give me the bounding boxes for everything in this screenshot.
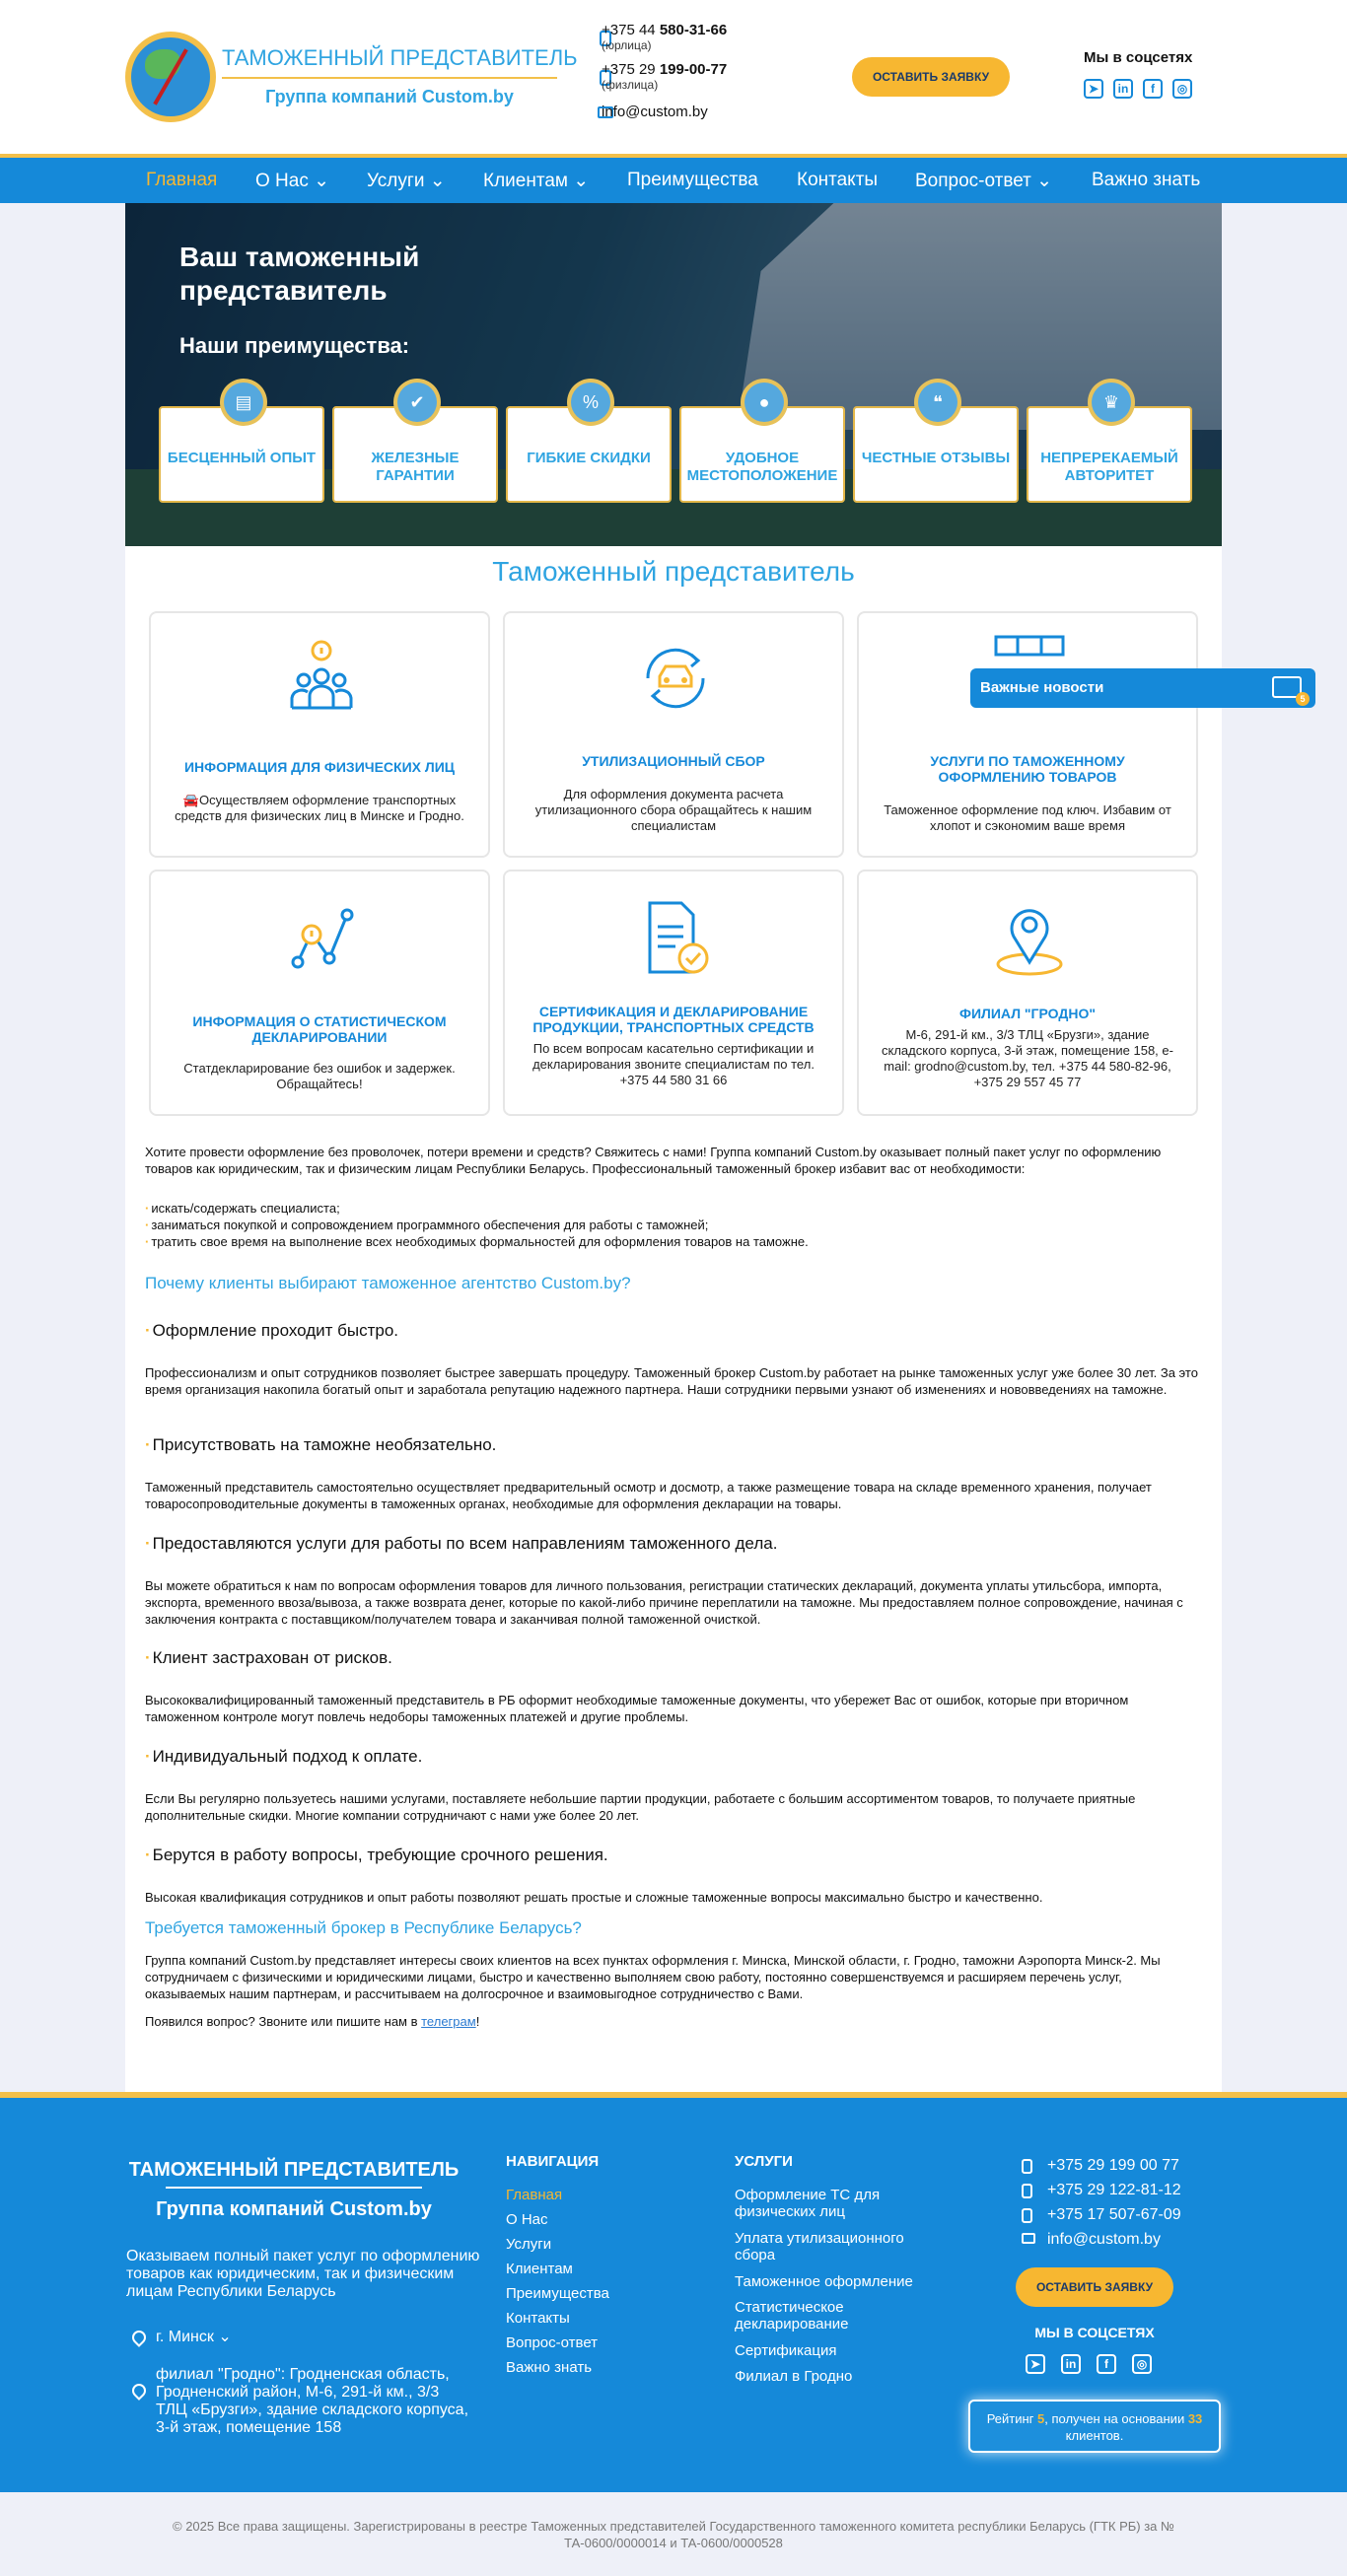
rating-text: , получен на основании [1044,2411,1188,2426]
linkedin-icon[interactable]: in [1113,79,1133,99]
location-icon: ● [744,383,784,422]
nav-item-services[interactable]: Услуги ⌄ [367,171,446,191]
service-card[interactable] [503,611,844,858]
phone-individual[interactable] [602,61,727,92]
service-card[interactable] [857,611,1198,858]
benefit-heading: · Клиент застрахован от рисков. [145,1648,392,1668]
phone-number: 580-31-66 [659,22,728,38]
footer-phone[interactable]: +375 17 507-67-09 [1047,2206,1181,2223]
news-count-badge: 5 [1296,692,1310,706]
footer-services-title: УСЛУГИ [735,2153,793,2170]
benefit-paragraph: Высокая квалификация сотрудников и опыт работы позволяют решать простые и сложные таможенные вопросы максимально быстро и качественно. [145,1890,1043,1905]
location-icon [129,2328,149,2347]
phone-icon [1022,2184,1032,2198]
card-title: ИНФОРМАЦИЯ О СТАТИСТИЧЕСКОМ ДЕКЛАРИРОВАНИИ [192,1013,447,1045]
card-title: УСЛУГИ ПО ТАМОЖЕННОМУ ОФОРМЛЕНИЮ ТОВАРОВ [930,753,1125,785]
card-text: Статдекларирование без ошибок и задержек. Обращайтесь! [183,1061,456,1091]
mail-icon [1022,2233,1035,2244]
rating-text: Рейтинг [986,2411,1038,2426]
footer-service-link[interactable]: Филиал в Гродно [735,2368,853,2385]
hero-subtitle: Наши преимущества: [179,333,410,358]
site-header [0,0,1347,154]
map-pin-icon [990,899,1069,978]
footer-nav-title: НАВИГАЦИЯ [506,2153,600,2170]
footer-service-link[interactable]: Статистическое декларирование [735,2299,849,2332]
header-email[interactable]: info@custom.by [602,104,708,120]
logo[interactable] [125,32,216,122]
nav-item-home[interactable]: Главная [146,170,218,190]
footer-service-link[interactable]: Сертификация [735,2342,837,2359]
document-icon: ▤ [224,383,263,422]
why-heading: Почему клиенты выбирают таможенное агентство Custom.by? [145,1274,631,1292]
advantage-card[interactable] [506,392,672,503]
advantage-card[interactable] [679,392,845,503]
social-links [1084,79,1192,99]
advantage-card[interactable] [853,392,1019,503]
card-title: СЕРТИФИКАЦИЯ И ДЕКЛАРИРОВАНИЕ ПРОДУКЦИИ, ТРАНСПОРТНЫХ СРЕДСТВ [532,1004,815,1035]
hero-banner [125,203,1222,546]
section-title: Таможенный представитель [492,556,855,587]
footer-address: филиал "Гродно": Гродненская область, Гродненский район, М-6, 291-й км., 3/3 ТЛЦ «Брузги», здание складского корпуса, 3-й этаж, помещение 158 [156,2366,469,2436]
service-card[interactable] [503,870,844,1116]
broker-heading: Требуется таможенный брокер в Республике Беларусь? [145,1918,582,1937]
benefit-heading: · Предоставляются услуги для работы по всем направлениям таможенного дела. [145,1534,777,1554]
brand-subtitle: Группа компаний Custom.by [265,87,514,106]
list-item: · искать/содержать специалиста; [145,1201,340,1216]
news-widget[interactable] [970,668,1315,708]
question-end: ! [475,2014,480,2029]
benefit-paragraph: Вы можете обратиться к нам по вопросам оформления товаров для личного пользования, регистрации статических деклараций, документа уплаты утильсбора, импорта, экспорта, временного ввоза/вывоза, а также возврата денег, которые по какой-либо причине переплатили на таможне. Мы предоставляем полное сопровождение, начиная с заключения контракта с поставщиком/получателем товара и заканчивая полной таможенной очисткой. [145,1578,1183,1627]
telegram-icon[interactable]: ➤ [1084,79,1103,99]
footer-nav-link[interactable]: Вопрос-ответ [506,2334,599,2351]
card-text: Для оформления документа расчета утилизационного сбора обращайтесь к нашим специалистам [534,787,813,833]
advantage-label: УДОБНОЕ МЕСТОПОЛОЖЕНИЕ [686,450,838,484]
footer-nav-link[interactable]: Услуги [506,2236,552,2253]
benefit-heading: · Присутствовать на таможне необязательно. [145,1435,496,1455]
card-title: ИНФОРМАЦИЯ ДЛЯ ФИЗИЧЕСКИХ ЛИЦ [183,759,455,775]
benefit-paragraph: Если Вы регулярно пользуетесь нашими услугами, поставляете небольшие партии продукции, работаете с большим ассортиментом товаров, то получаете приятные дополнительные скидки. Многие компании сотрудничают с нами уже более 20 лет. [145,1791,1136,1823]
certificate-icon [636,899,715,978]
chat-icon: ❝ [918,383,957,422]
footer-description: Оказываем полный пакет услуг по оформлению товаров как юридическим, так и физическим лицам Республики Беларусь [126,2248,480,2300]
footer-social-links [1026,2354,1152,2374]
phone-icon [1022,2159,1032,2174]
card-text: М-6, 291-й км., 3/3 ТЛЦ «Брузги», здание складского корпуса, 3-й этаж, помещение 158, e-mail: grodno@custom.by, тел. +375 44 580-82-96, +375 29 557 45 77 [882,1027,1173,1089]
instagram-icon[interactable]: ◎ [1172,79,1192,99]
card-text: Таможенное оформление под ключ. Избавим от хлопот и сэкономим ваше время [884,802,1171,833]
order-button[interactable]: ОСТАВИТЬ ЗАЯВКУ [852,57,1010,97]
footer-nav-link[interactable]: О Нас [506,2211,548,2228]
car-recycle-icon [636,639,715,718]
service-card[interactable] [149,611,490,858]
card-title: УТИЛИЗАЦИОННЫЙ СБОР [582,753,765,769]
footer-nav-link[interactable]: Контакты [506,2310,570,2327]
phone-handset-icon [1022,2208,1032,2223]
footer-nav-link[interactable]: Главная [506,2187,563,2203]
news-label: Важные новости [980,679,1104,696]
advantage-card[interactable] [159,392,324,503]
card-title: ФИЛИАЛ "ГРОДНО" [959,1006,1096,1021]
advantage-label: ГИБКИЕ СКИДКИ [527,450,651,466]
footer-brand-divider [166,2187,422,2189]
nav-item-about[interactable]: О Нас ⌄ [255,171,330,191]
list-item: · заниматься покупкой и сопровождением программного обеспечения для работы с таможней; [145,1218,708,1232]
facebook-icon[interactable]: f [1143,79,1163,99]
people-info-icon [282,639,361,718]
footer-nav-link[interactable]: Клиентам [506,2261,573,2277]
intro-paragraph: Хотите провести оформление без проволочек, потери времени и средств? Свяжитесь с нами! Группа компаний Custom.by оказывает полный пакет услуг по оформлению товаров как юридическим, так и физическим лицам Республики Беларусь. Профессиональный таможенный брокер избавит вас от необходимости: [145,1145,1162,1176]
footer-nav-link[interactable]: Преимущества [506,2285,609,2302]
brand-title[interactable]: ТАМОЖЕННЫЙ ПРЕДСТАВИТЕЛЬ [222,45,578,70]
question-paragraph [145,2013,1200,2030]
hero-title: Ваш таможенный представитель [179,242,420,306]
benefit-heading: · Оформление проходит быстро. [145,1321,398,1341]
globe-compass-icon [131,37,210,116]
chart-icon [282,901,361,980]
phone-prefix: +375 29 [602,61,660,78]
footer-order-button[interactable]: ОСТАВИТЬ ЗАЯВКУ [1016,2267,1173,2307]
footer-social-title: МЫ В СОЦСЕТЯХ [1034,2325,1155,2340]
brand-divider [222,77,557,79]
rating-text: клиентов. [1065,2428,1124,2443]
footer-brand-title: ТАМОЖЕННЫЙ ПРЕДСТАВИТЕЛЬ [128,2159,460,2181]
footer-nav-link[interactable]: Важно знать [506,2359,593,2376]
footer-phone[interactable]: +375 29 199 00 77 [1047,2157,1179,2174]
main-content [125,546,1222,2092]
rating-count: 33 [1187,2411,1203,2426]
crown-icon: ♛ [1092,383,1131,422]
footer-phone[interactable]: +375 29 122-81-12 [1047,2182,1181,2198]
footer-service-link[interactable]: Оформление ТС для физических лиц [735,2187,881,2220]
phone-note: (юрлица) [602,38,652,52]
nav-item-clients[interactable]: Клиентам ⌄ [483,171,590,191]
nav-item-important[interactable]: Важно знать [1092,170,1201,190]
advantage-card[interactable] [332,392,498,503]
copyright-bar [0,2492,1347,2576]
social-title: Мы в соцсетях [1084,49,1193,66]
broker-paragraph: Группа компаний Custom.by представляет интересы своих клиентов на всех пунктах оформления г. Минска, Минской области, г. Гродно, таможни Аэропорта Минск-2. Мы сотрудничаем с физическими и юридическими лицами, быстро и качественно выполняем свою работу, постоянно совершенствуемся и расширяем перечень услуг, оказываемых нашим партнерам, и рассчитываем на долгосрочное и взаимовыгодное сотрудничество с Вами. [145,1953,1161,2001]
telegram-link[interactable]: телеграм [421,2014,476,2029]
service-card[interactable] [149,870,490,1116]
nav-item-advantages[interactable]: Преимущества [627,170,758,190]
advantage-label: НЕПРЕРЕКАЕМЫЙ АВТОРИТЕТ [1040,450,1178,484]
card-text: По всем вопросам касательно сертификации и декларирования звоните специалистам по тел. +375 44 580 31 66 [532,1041,815,1087]
city-selector[interactable]: г. Минск ⌄ [156,2329,232,2345]
instagram-icon[interactable]: ◎ [1132,2354,1152,2374]
percent-icon: % [571,383,610,422]
card-text: 🚘Осуществляем оформление транспортных средств для физических лиц в Минске и Гродно. [175,793,464,823]
footer-email[interactable]: info@custom.by [1047,2231,1161,2248]
location-icon [129,2381,149,2401]
rating-value: 5 [1037,2411,1045,2426]
footer-brand-subtitle: Группа компаний Custom.by [156,2198,432,2220]
facebook-icon[interactable]: f [1097,2354,1116,2374]
footer-service-link[interactable]: Уплата утилизационного сбора [735,2230,904,2263]
advantage-card[interactable] [1027,392,1192,503]
advantage-label: ЧЕСТНЫЕ ОТЗЫВЫ [861,450,1011,466]
copyright-text: © 2025 Все права защищены. Зарегистрированы в реестре Таможенных представителей Государственного таможенного комитета республики Беларусь (ГТК РБ) за № ТА-0600/0000014 и ТА-0600/0000528 [173,2519,1174,2550]
nav-item-contacts[interactable]: Контакты [797,170,879,190]
benefit-paragraph: Высококвалифицированный таможенный представитель в РБ оформит необходимые таможенные документы, что убережет Вас от ошибок, которые при вторичном таможенном контроле могут повлечь недоборы таможенных платежей и другие проблемы. [145,1693,1129,1724]
list-item: · тратить свое время на выполнение всех необходимых формальностей для оформления товаров на таможне. [145,1234,809,1249]
question-text: Появился вопрос? Звоните или пишите нам в [145,2014,422,2029]
phone-legal[interactable] [602,22,727,52]
service-card[interactable] [857,870,1198,1116]
phone-note: (физлица) [602,78,659,92]
advantage-label: БЕСЦЕННЫЙ ОПЫТ [167,450,317,466]
site-footer [0,2092,1347,2492]
benefit-paragraph: Профессионализм и опыт сотрудников позволяет быстрее завершать процедуру. Таможенный брокер Custom.by работает на рынке таможенных услуг уже более 30 лет. За это время организация накопила богатый опыт и заработала репутацию надежного партнера. Наши сотрудники первыми узнают об изменениях и нововведениях на таможне. [145,1365,1198,1397]
advantage-label: ЖЕЛЕЗНЫЕ ГАРАНТИИ [371,450,460,484]
footer-service-link[interactable]: Таможенное оформление [735,2273,913,2290]
phone-number: 199-00-77 [659,61,728,78]
main-nav [0,154,1347,203]
telegram-icon[interactable]: ➤ [1026,2354,1045,2374]
benefit-heading: · Берутся в работу вопросы, требующие срочного решения. [145,1845,608,1865]
benefit-paragraph: Таможенный представитель самостоятельно осуществляет предварительный осмотр и досмотр, а также размещение товара на складе временного хранения, получает товаросопроводительные документы в таможенных органах, необходимые для оформления декларации на товары. [145,1480,1152,1511]
phone-prefix: +375 44 [602,22,660,38]
linkedin-icon[interactable]: in [1061,2354,1081,2374]
nav-item-faq[interactable]: Вопрос-ответ ⌄ [915,171,1053,191]
benefit-heading: · Индивидуальный подход к оплате. [145,1747,422,1767]
shield-icon: ✔ [397,383,437,422]
rating-badge [968,2400,1221,2453]
